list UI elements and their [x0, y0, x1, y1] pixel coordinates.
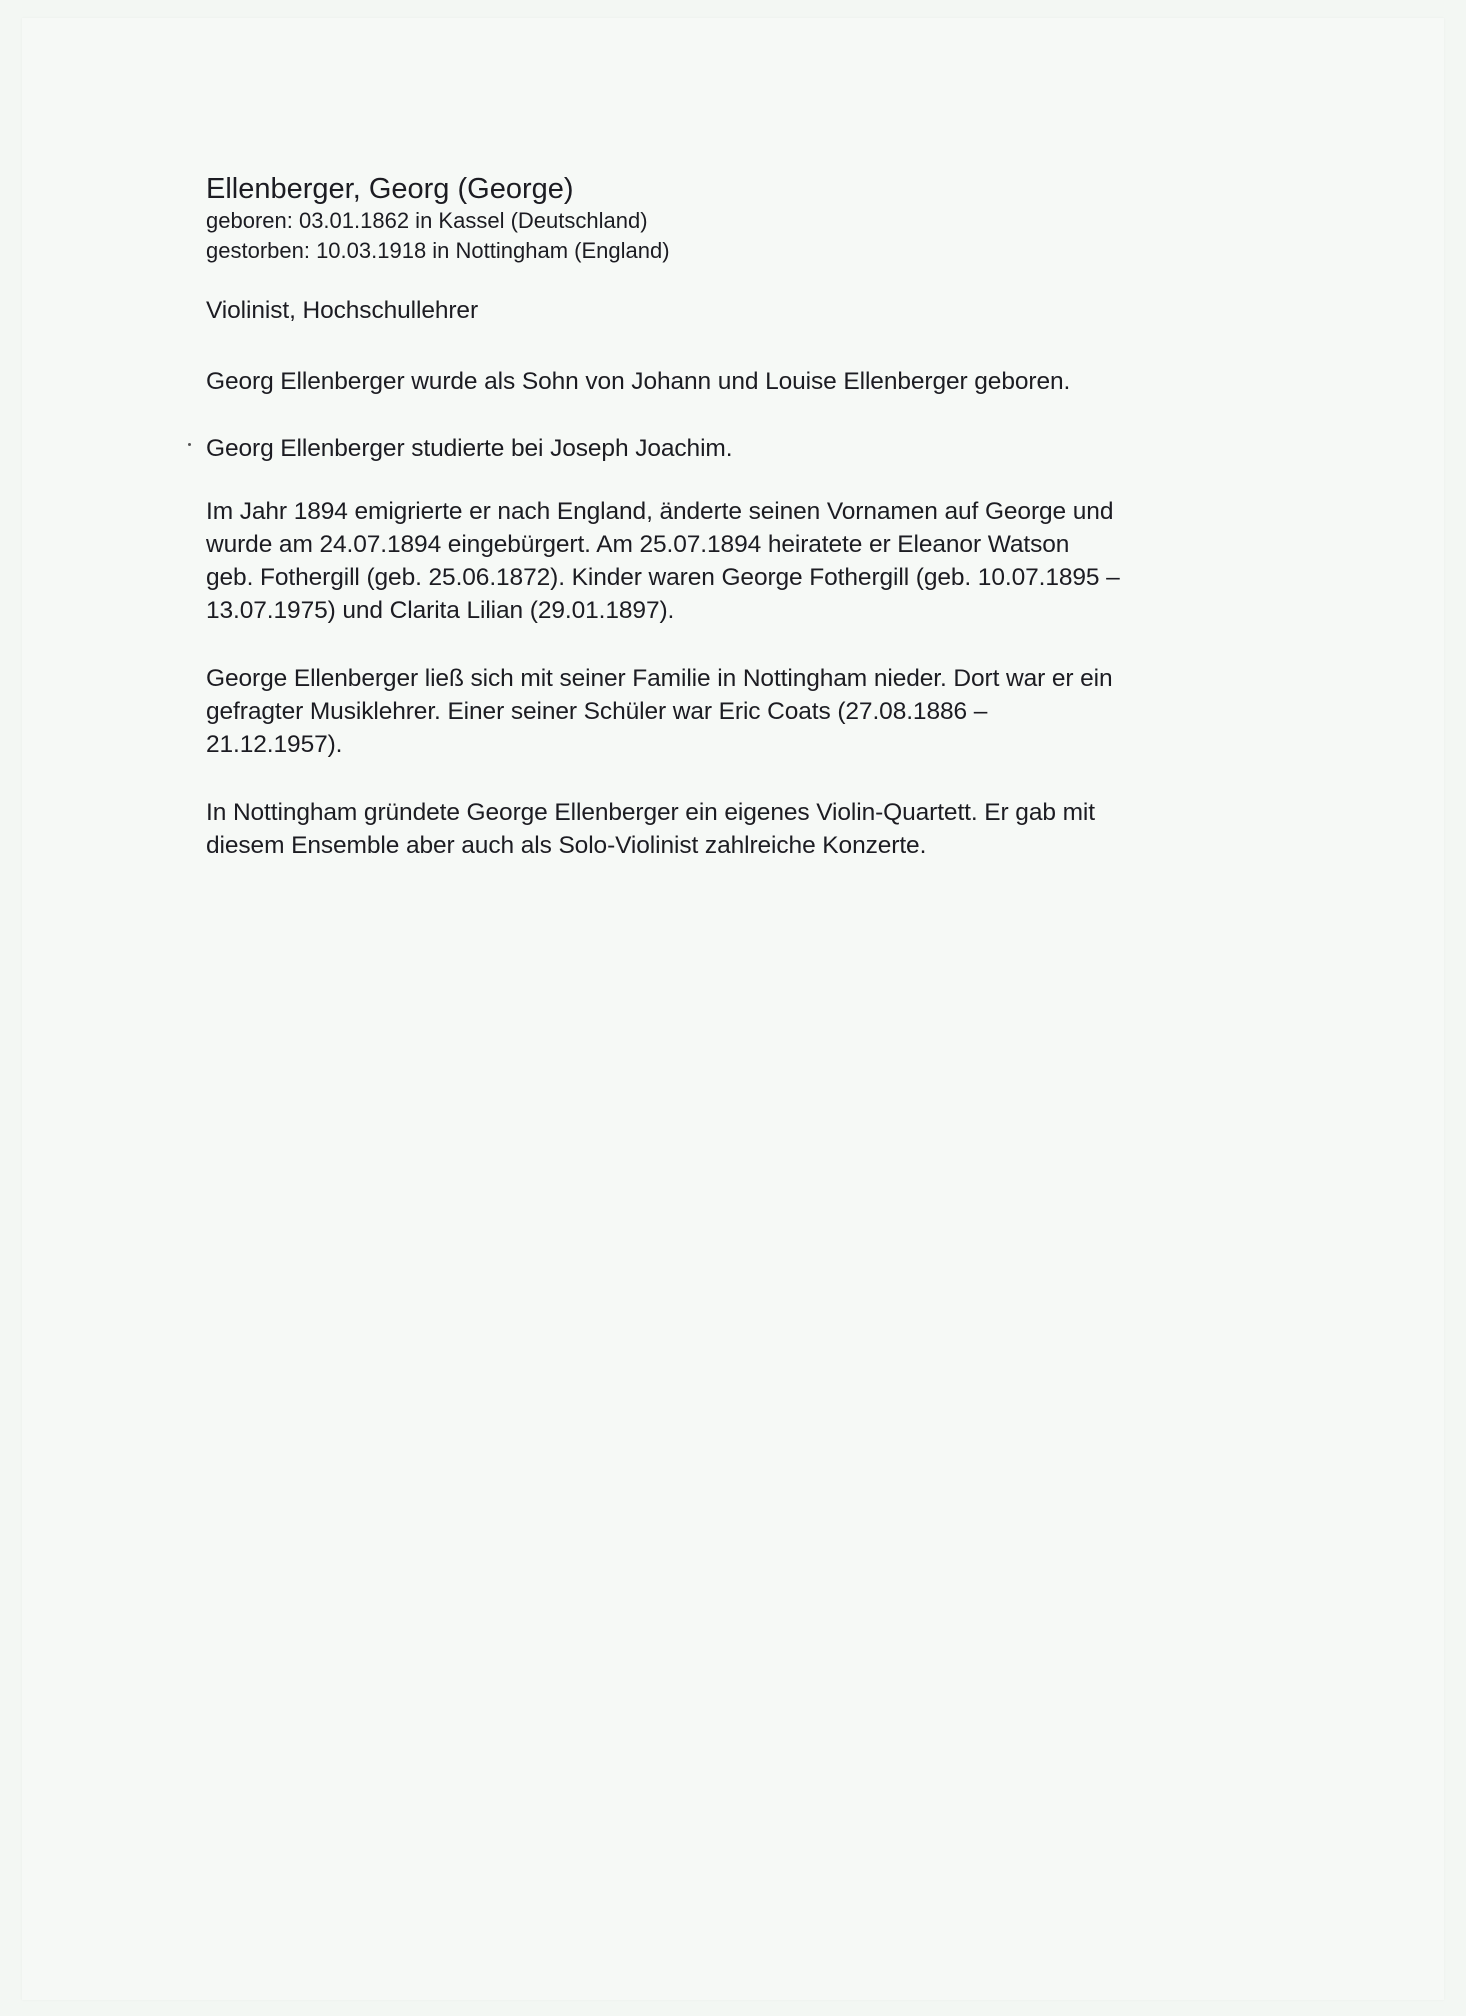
scan-speck [188, 443, 191, 446]
paragraph-studies: Georg Ellenberger studierte bei Joseph Joachim. [206, 435, 733, 462]
page-title: Ellenberger, Georg (George) [206, 173, 574, 205]
paragraph-nottingham-line: gefragter Musiklehrer. Einer seiner Schüler war Eric Coats (27.08.1886 – [206, 698, 988, 725]
paragraph-quartet-line: diesem Ensemble aber auch als Solo-Violinist zahlreiche Konzerte. [206, 832, 927, 859]
paragraph-nottingham-line: George Ellenberger ließ sich mit seiner Familie in Nottingham nieder. Dort war er ein [206, 665, 1113, 692]
paragraph-quartet-line: In Nottingham gründete George Ellenberger ein eigenes Violin-Quartett. Er gab mit [206, 799, 1095, 826]
birth-info: geboren: 03.01.1862 in Kassel (Deutschland) [206, 208, 648, 233]
paragraph-parents: Georg Ellenberger wurde als Sohn von Johann und Louise Ellenberger geboren. [206, 368, 1071, 395]
paragraph-emigration-line: wurde am 24.07.1894 eingebürgert. Am 25.07.1894 heiratete er Eleanor Watson [206, 531, 1070, 558]
paragraph-emigration-line: geb. Fothergill (geb. 25.06.1872). Kinder waren George Fothergill (geb. 10.07.1895 – [206, 564, 1120, 591]
paragraph-emigration-line: 13.07.1975) und Clarita Lilian (29.01.1897). [206, 597, 675, 624]
paragraph-emigration-line: Im Jahr 1894 emigrierte er nach England, änderte seinen Vornamen auf George und [206, 498, 1114, 525]
profession: Violinist, Hochschullehrer [206, 297, 479, 324]
death-info: gestorben: 10.03.1918 in Nottingham (England) [206, 238, 670, 263]
paragraph-nottingham-line: 21.12.1957). [206, 731, 343, 758]
